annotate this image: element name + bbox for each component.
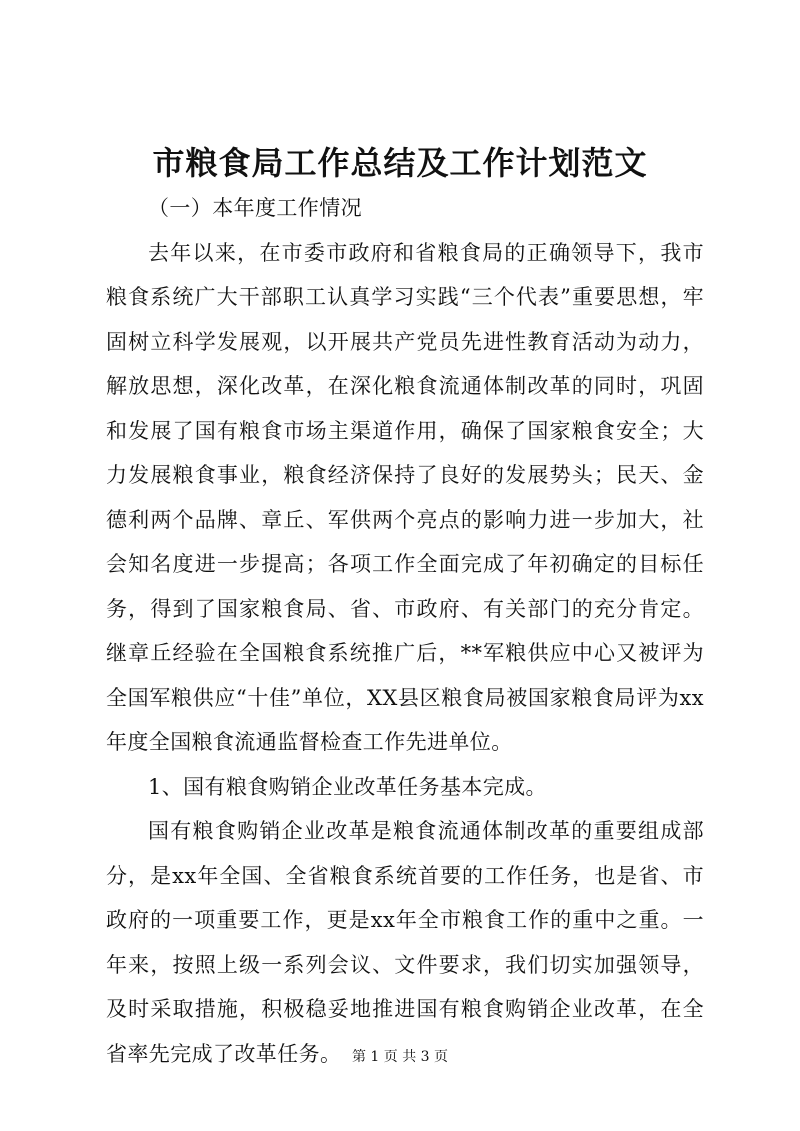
document-title: 市粮食局工作总结及工作计划范文 xyxy=(152,144,648,182)
document-body xyxy=(106,186,704,1076)
page-number-footer: 第 1 页 共 3 页 xyxy=(351,1049,449,1065)
subsection-heading: 1、国有粮食购销企业改革任务基本完成。 xyxy=(148,774,547,799)
body-paragraph: 去年以来，在市委市政府和省粮食局的正确领导下，我市粮食系统广大干部职工认真学习实践“三个代表”重要思想，牢固树立科学发展观，以开展共产党员先进性教育活动为动力，解放思想，深化改革，在深化粮食流通体制改革的同时，巩固和发展了国有粮食市场主渠道作用，确保了国家粮食安全；大力发展粮食事业，粮食经济保持了良好的发展势头；民天、金德利两个品牌、章丘、军供两个亮点的影响力进一步加大，社会知名度进一步提高；各项工作全面完成了年初确定的目标任务，得到了国家粮食局、省、市政府、有关部门的充分肯定。继章丘经验在全国粮食系统推广后，**军粮供应中心又被评为全国军粮供应“十佳”单位，XX县区粮食局被国家粮食局评为xx年度全国粮食流通监督检查工作先进单位。 xyxy=(106,240,704,754)
body-paragraph: 国有粮食购销企业改革是粮食流通体制改革的重要组成部分，是xx年全国、全省粮食系统首要的工作任务，也是省、市政府的一项重要工作，更是xx年全市粮食工作的重中之重。一年来，按照上级一系列会议、文件要求，我们切实加强领导，及时采取措施，积极稳妥地推进国有粮食购销企业改革，在全省率先完成了改革任务。 xyxy=(106,819,704,1066)
section-heading: （一）本年度工作情况 xyxy=(148,196,362,220)
